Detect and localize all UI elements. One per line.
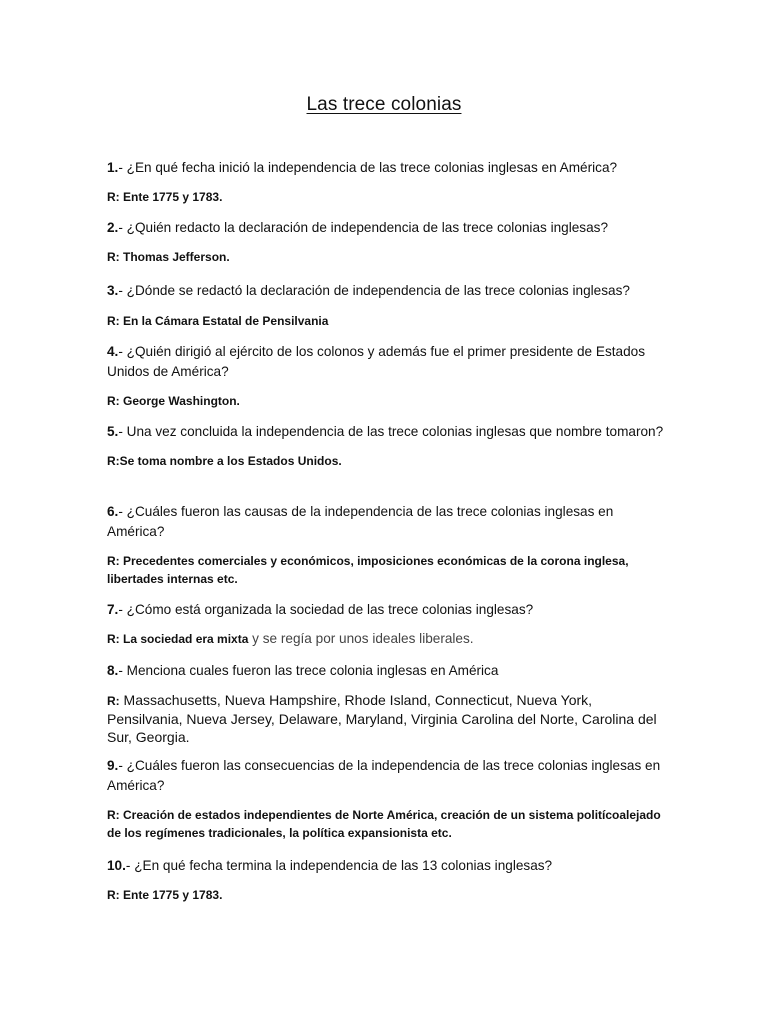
question-text: - ¿En qué fecha termina la independencia de las 13 colonias inglesas? [125, 858, 553, 873]
question-number: 9. [107, 758, 119, 773]
answer-7 [107, 630, 667, 648]
qa-item-2 [107, 218, 667, 266]
question-3 [107, 281, 667, 301]
answer-8-text: Massachusetts, Nueva Hampshire, Rhode Island, Connecticut, Nueva York, Pensilvania, Nueva Jersey, Delaware, Maryland, Virginia Carolina del Norte, Carolina del Sur, Georgia. [107, 692, 657, 745]
qa-item-7 [107, 600, 667, 648]
qa-item-4 [107, 342, 667, 410]
question-8 [107, 661, 667, 681]
page-title: Las trece colonias [306, 94, 462, 115]
answer-8-label: R: [107, 694, 120, 708]
question-number: 6. [107, 504, 119, 519]
question-text: - ¿Quién dirigió al ejército de los colonos y además fue el primer presidente de Estados Unidos de América? [107, 344, 645, 379]
question-text: - ¿Quién redacto la declaración de independencia de las trece colonias inglesas? [118, 220, 609, 235]
question-number: 2. [107, 220, 119, 235]
question-10 [107, 856, 667, 876]
answer-1: R: Ente 1775 y 1783. [107, 190, 223, 204]
question-number: 10. [107, 858, 126, 873]
question-4 [107, 342, 667, 382]
question-text: - ¿Dónde se redactó la declaración de independencia de las trece colonias inglesas? [118, 283, 630, 298]
answer-4: R: George Washington. [107, 394, 240, 408]
question-number: 5. [107, 424, 119, 439]
question-number: 7. [107, 602, 119, 617]
question-7 [107, 600, 667, 620]
question-number: 1. [107, 160, 119, 175]
question-5 [107, 422, 667, 442]
question-1 [107, 158, 667, 178]
answer-8 [107, 691, 667, 746]
qa-item-3 [107, 281, 667, 330]
qa-item-1 [107, 158, 667, 206]
question-2 [107, 218, 667, 238]
qa-item-10 [107, 856, 667, 904]
qa-item-5 [107, 422, 667, 470]
question-text: - ¿Cómo está organizada la sociedad de las trece colonias inglesas? [118, 602, 534, 617]
answer-2: R: Thomas Jefferson. [107, 250, 230, 264]
question-number: 8. [107, 663, 119, 678]
answer-3: R: En la Cámara Estatal de Pensilvania [107, 314, 329, 328]
question-number: 3. [107, 283, 119, 298]
answer-5: R:Se toma nombre a los Estados Unidos. [107, 454, 342, 468]
question-text: - Menciona cuales fueron las trece colonia inglesas en América [118, 663, 499, 678]
answer-7-plain: y se regía por unos ideales liberales. [248, 631, 474, 646]
question-6 [107, 502, 667, 542]
qa-item-6 [107, 502, 667, 588]
question-9 [107, 756, 667, 796]
answer-10: R: Ente 1775 y 1783. [107, 888, 223, 902]
answer-6: R: Precedentes comerciales y económicos, imposiciones económicas de la corona inglesa, libertades internas etc. [107, 554, 629, 586]
question-text: - ¿En qué fecha inició la independencia de las trece colonias inglesas en América? [118, 160, 618, 175]
qa-item-8 [107, 661, 667, 746]
question-number: 4. [107, 344, 119, 359]
qa-item-9 [107, 756, 667, 842]
question-text: - Una vez concluida la independencia de las trece colonias inglesas que nombre tomaron? [118, 424, 664, 439]
answer-7-bold: R: La sociedad era mixta [107, 632, 249, 646]
question-text: - ¿Cuáles fueron las causas de la independencia de las trece colonias inglesas en América? [107, 504, 614, 539]
answer-9: R: Creación de estados independientes de Norte América, creación de un sistema politícoalejado de los regímenes tradicionales, la política expansionista etc. [107, 808, 661, 840]
question-text: - ¿Cuáles fueron las consecuencias de la independencia de las trece colonias inglesas en América? [107, 758, 661, 793]
